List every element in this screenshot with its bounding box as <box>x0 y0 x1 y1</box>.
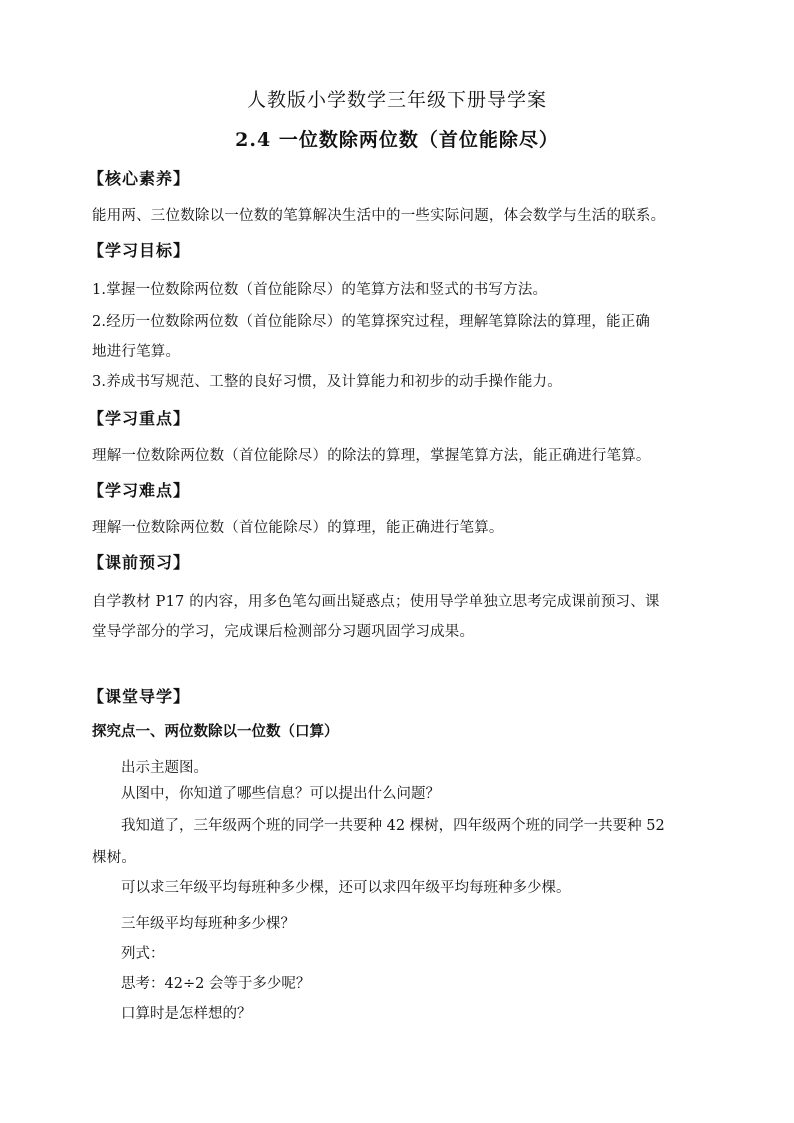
guide-line-5: 三年级平均每班种多少棵？ <box>121 916 295 932</box>
section-heading-core: 【核心素养】 <box>88 169 191 188</box>
section-heading-goals: 【学习目标】 <box>88 241 191 260</box>
difficulty-text: 理解一位数除两位数（首位能除尽）的算理，能正确进行笔算。 <box>92 520 504 536</box>
preview-line-2: 堂导学部分的学习，完成课后检测部分习题巩固学习成果。 <box>92 624 475 640</box>
preview-line-1: 自学教材 P17 的内容，用多色笔勾画出疑惑点；使用导学单独立思考完成课前预习、课 <box>92 594 660 610</box>
document-title: 人教版小学数学三年级下册导学案 <box>246 89 547 111</box>
guide-line-7: 思考：42÷2 会等于多少呢？ <box>121 976 311 992</box>
explore-point-title: 探究点一、两位数除以一位数（口算） <box>92 723 339 740</box>
guide-line-6: 列式： <box>121 946 165 962</box>
core-text: 能用两、三位数除以一位数的笔算解决生活中的一些实际问题，体会数学与生活的联系。 <box>92 208 666 224</box>
guide-line-3: 我知道了，三年级两个班的同学一共要种 42 棵树，四年级两个班的同学一共要种 52 <box>121 818 665 834</box>
keypoint-text: 理解一位数除两位数（首位能除尽）的除法的算理，掌握笔算方法，能正确进行笔算。 <box>92 448 651 464</box>
guide-line-1: 出示主题图。 <box>121 760 208 776</box>
goal-item-1: 1.掌握一位数除两位数（首位能除尽）的笔算方法和竖式的书写方法。 <box>92 282 548 298</box>
section-heading-guide: 【课堂导学】 <box>88 687 191 706</box>
section-heading-preview: 【课前预习】 <box>88 553 191 572</box>
lesson-title: 2.4 一位数除两位数（首位能除尽） <box>235 129 559 151</box>
guide-line-3-cont: 棵树。 <box>92 850 137 866</box>
section-heading-keypoint: 【学习重点】 <box>88 409 191 428</box>
goal-item-2-cont: 地进行笔算。 <box>92 344 181 360</box>
guide-line-4: 可以求三年级平均每班种多少棵，还可以求四年级平均每班种多少棵。 <box>121 880 571 896</box>
goal-item-3: 3.养成书写规范、工整的良好习惯，及计算能力和初步的动手操作能力。 <box>92 374 562 390</box>
guide-line-8: 口算时是怎样想的？ <box>121 1006 252 1022</box>
section-heading-difficulty: 【学习难点】 <box>88 481 191 500</box>
guide-line-2: 从图中，你知道了哪些信息？可以提出什么问题？ <box>121 786 440 802</box>
goal-item-2: 2.经历一位数除两位数（首位能除尽）的笔算探究过程，理解笔算除法的算理，能正确 <box>92 314 651 330</box>
